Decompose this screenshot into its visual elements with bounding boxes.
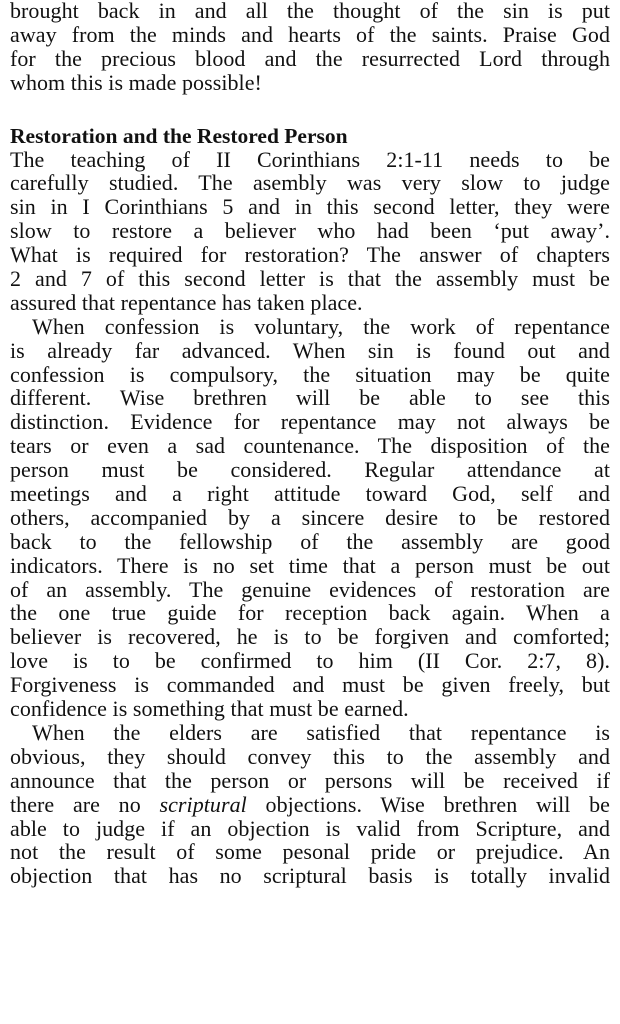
text-line: 2 and 7 of this second letter is that the assembly must be xyxy=(10,266,610,292)
text-line: carefully studied. The asembly was very slow to judge xyxy=(10,170,610,196)
text-line: confession is compulsory, the situation may be quite xyxy=(10,361,610,387)
text-line: When the elders are satisfied that repentance is xyxy=(32,719,610,745)
text-line: whom this is made possible! xyxy=(10,69,262,95)
text-line: not the result of some pesonal pride or prejudice. An xyxy=(10,839,610,865)
text-line: back to the fellowship of the assembly are good xyxy=(10,528,610,554)
paragraph-1 xyxy=(10,148,610,315)
text-line xyxy=(10,793,610,817)
text-line: person must be considered. Regular attendance at xyxy=(10,457,610,483)
text-line: believer is recovered, he is to be forgiven and comforted; xyxy=(10,624,610,650)
text-line: When confession is voluntary, the work of repentance xyxy=(32,313,610,339)
text-segment: objections. Wise brethren will be xyxy=(246,791,610,817)
text-line: meetings and a right attitude toward God, self and xyxy=(10,481,610,507)
text-line: others, accompanied by a sincere desire to be restored xyxy=(10,504,610,530)
paragraph-3 xyxy=(10,721,610,888)
text-line: obvious, they should convey this to the assembly and xyxy=(10,743,610,769)
text-line: assured that repentance has taken place. xyxy=(10,289,363,315)
text-line: is already far advanced. When sin is found out and xyxy=(10,337,610,363)
text-line: objection that has no scriptural basis is totally invalid xyxy=(10,863,610,889)
text-line: What is required for restoration? The answer of chapters xyxy=(10,242,610,268)
text-line: tears or even a sad countenance. The disposition of the xyxy=(10,433,610,459)
text-line: indicators. There is no set time that a person must be out xyxy=(10,552,610,578)
text-line: the one true guide for reception back again. When a xyxy=(10,600,610,626)
continued-paragraph xyxy=(10,0,610,95)
text-line: sin in I Corinthians 5 and in this second letter, they were xyxy=(10,194,610,220)
section-heading: Restoration and the Restored Person xyxy=(10,123,348,148)
text-line: brought back in and all the thought of the sin is put xyxy=(10,0,610,23)
paragraph-gap xyxy=(10,95,610,124)
text-line: Forgiveness is commanded and must be given freely, but xyxy=(10,672,610,698)
text-line: confidence is something that must be earned. xyxy=(10,696,409,722)
text-line: announce that the person or persons will be received if xyxy=(10,767,610,793)
text-line: for the precious blood and the resurrected Lord through xyxy=(10,45,610,71)
text-line: different. Wise brethren will be able to see this xyxy=(10,385,610,411)
text-segment: there are no xyxy=(10,791,160,817)
italic-emphasis: scriptural xyxy=(159,791,247,817)
text-line: away from the minds and hearts of the saints. Praise God xyxy=(10,21,610,47)
text-line: able to judge if an objection is valid from Scripture, and xyxy=(10,815,610,841)
text-line: distinction. Evidence for repentance may not always be xyxy=(10,409,610,435)
text-line: The teaching of II Corinthians 2:1-11 needs to be xyxy=(10,146,610,172)
text-line: slow to restore a believer who had been ‘put away’. xyxy=(10,218,610,244)
text-line: love is to be confirmed to him (II Cor. 2:7, 8). xyxy=(10,648,610,674)
document-page xyxy=(10,0,610,888)
text-line: of an assembly. The genuine evidences of restoration are xyxy=(10,576,610,602)
paragraph-2 xyxy=(10,315,610,721)
